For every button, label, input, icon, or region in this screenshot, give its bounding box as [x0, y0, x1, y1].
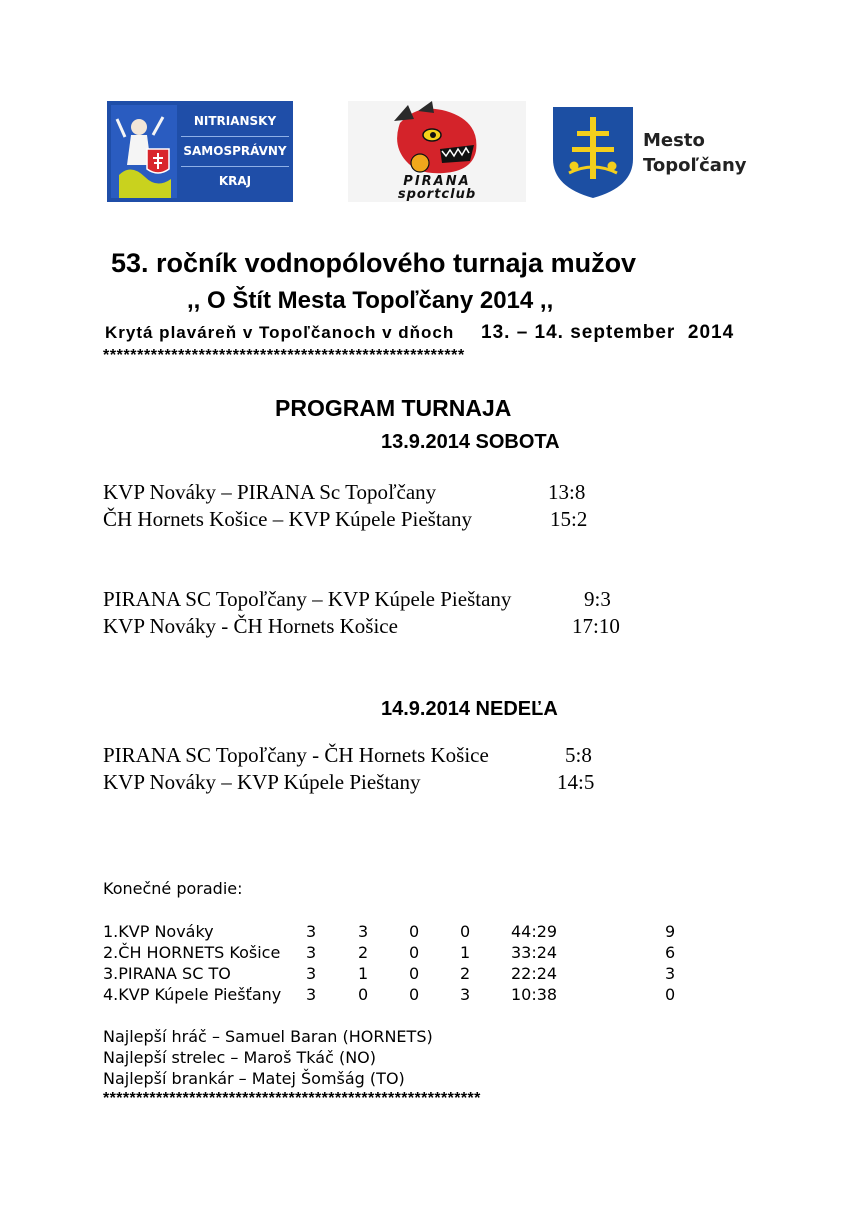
- day-label-saturday: 13.9.2014 SOBOTA: [381, 431, 560, 453]
- lost: 2: [460, 964, 471, 983]
- team-name: 4.KVP Kúpele Piešťany: [103, 985, 282, 1004]
- played: 3: [306, 943, 317, 962]
- nsk-emblem-icon: [111, 105, 177, 198]
- match-score: 17:10: [572, 614, 620, 638]
- match-teams: KVP Nováky – KVP Kúpele Pieštany: [103, 770, 421, 794]
- mesto-word: Mesto: [643, 130, 705, 151]
- lost: 0: [460, 922, 471, 941]
- page-subtitle: ,, O Štít Mesta Topoľčany 2014 ,,: [187, 287, 554, 314]
- match-score: 14:5: [557, 770, 595, 794]
- match-teams: KVP Nováky – PIRANA Sc Topoľčany: [103, 480, 437, 504]
- match-score: 13:8: [548, 480, 586, 504]
- drawn: 0: [409, 964, 420, 983]
- award-best-player: Najlepší hráč – Samuel Baran (HORNETS): [103, 1027, 433, 1046]
- standings-title: Konečné poradie:: [103, 879, 243, 898]
- topolcany-word: Topoľčany: [643, 155, 747, 176]
- nitriansky-kraj-logo: [107, 101, 293, 202]
- goals: 10:38: [511, 985, 558, 1004]
- played: 3: [306, 985, 317, 1004]
- match-teams: KVP Nováky - ČH Hornets Košice: [103, 614, 398, 638]
- match-score: 5:8: [565, 743, 592, 767]
- drawn: 0: [409, 922, 420, 941]
- match-score: 9:3: [584, 587, 611, 611]
- pirana-word: PIRANA: [403, 174, 471, 189]
- day-label-sunday: 14.9.2014 NEDEĽA: [381, 698, 558, 720]
- nsk-line-1: NITRIANSKY: [181, 107, 289, 137]
- match-teams: ČH Hornets Košice – KVP Kúpele Pieštany: [103, 507, 473, 531]
- city-coat-of-arms-icon: [549, 103, 639, 200]
- points: 9: [665, 922, 676, 941]
- match-score: 15:2: [550, 507, 588, 531]
- team-name: 1.KVP Nováky: [103, 922, 214, 941]
- sportclub-word: sportclub: [397, 187, 477, 202]
- nsk-line-2: SAMOSPRÁVNY: [181, 137, 289, 167]
- points: 3: [665, 964, 676, 983]
- award-best-scorer: Najlepší strelec – Maroš Tkáč (NO): [103, 1048, 377, 1067]
- pirana-sportclub-logo: [348, 101, 526, 202]
- goals: 22:24: [511, 964, 558, 983]
- lost: 3: [460, 985, 471, 1004]
- header-separator: *****************************************************: [103, 347, 465, 364]
- goals: 33:24: [511, 943, 558, 962]
- match-teams: PIRANA SC Topoľčany - ČH Hornets Košice: [103, 743, 489, 767]
- played: 3: [306, 922, 317, 941]
- team-name: 2.ČH HORNETS Košice: [103, 943, 281, 962]
- won: 3: [358, 922, 369, 941]
- mesto-topolcany-logo: [547, 101, 763, 202]
- tournament-dates: 13. – 14. september 2014: [481, 322, 735, 343]
- match-teams: PIRANA SC Topoľčany – KVP Kúpele Pieštany: [103, 587, 512, 611]
- drawn: 0: [409, 943, 420, 962]
- lost: 1: [460, 943, 471, 962]
- footer-separator: *********************************************************: [103, 1090, 481, 1107]
- goals: 44:29: [511, 922, 558, 941]
- played: 3: [306, 964, 317, 983]
- won: 1: [358, 964, 369, 983]
- venue-text: Krytá plaváreň v Topoľčanoch v dňoch: [105, 323, 455, 342]
- award-best-goalkeeper: Najlepší brankár – Matej Šomšág (TO): [103, 1069, 405, 1088]
- page-title: 53. ročník vodnopólového turnaja mužov: [111, 248, 637, 278]
- won: 0: [358, 985, 369, 1004]
- drawn: 0: [409, 985, 420, 1004]
- won: 2: [358, 943, 369, 962]
- points: 0: [665, 985, 676, 1004]
- team-name: 3.PIRANA SC TO: [103, 964, 231, 983]
- points: 6: [665, 943, 676, 962]
- nsk-line-3: KRAJ: [218, 174, 252, 188]
- program-title: PROGRAM TURNAJA: [275, 395, 512, 421]
